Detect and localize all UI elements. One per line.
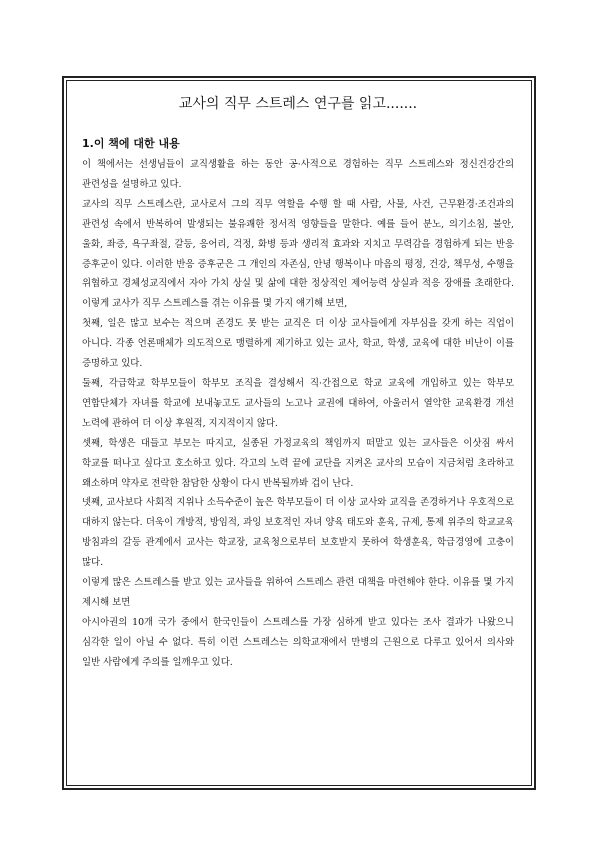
document-body	[82, 86, 514, 673]
paragraph-first-reason: 첫째, 일은 많고 보수는 적으며 존경도 못 받는 교직은 더 이상 교사들에게 자부심을 갖게 하는 직업이 아니다. 각종 언론매체가 의도적으로 맹렬하게 제기하고 있는 교사, 학교, 학생, 교육에 대한 비난이 이를 증명하고 있다.	[82, 318, 514, 370]
section-heading: 1.이 책에 대한 내용	[82, 137, 180, 150]
document-title: 교사의 직무 스트레스 연구를 읽고.......	[178, 96, 418, 112]
paragraph-third-reason: 셋째, 학생은 대들고 부모는 따지고, 실종된 가정교육의 책임까지 떠맡고 있는 교사들은 이삿짐 싸서 학교를 떠나고 싶다고 호소하고 있다. 각고의 노력 끝에 교단을 지켜온 교사의 모습이 지금처럼 초라하고 왜소하며 약자로 전락한 참담한 상황이 다시 반복될까봐 겁이 난다.	[82, 437, 514, 489]
paragraph-definition: 교사의 직무 스트레스란, 교사로서 그의 직무 역할을 수행 할 때 사람, 사물, 사건, 근무환경·조건과의 관련성 속에서 반복하여 발생되는 불유쾌한 정서적 영향들을 말한다. 예를 들어 분노, 의기소침, 불안, 울화, 좌증, 욕구좌절, 갈등, 응어리, 걱정, 화병 등과 생리적 효과와 지치고 무력감을 경험하게 되는 반응 증후군이 있다. 이러한 반응 증후군은 그 개인의 자존심, 안녕 행복이나 마음의 평정, 건강, 책무성, 수행을 위협하고 경체성교직에서 자아 가치 상실 및 삶에 대한 정상적인 제어능력 상실과 적응 장애를 초래한다. 이렇게 교사가 직무 스트레스를 겪는 이유를 몇 가지 얘기해 보면,	[82, 198, 514, 310]
paragraph-fourth-reason: 넷째, 교사보다 사회적 지위나 소득수준이 높은 학부모들이 더 이상 교사와 교직을 존경하거나 우호적으로 대하지 않는다. 더욱이 개방적, 방임적, 과잉 보호적인 자녀 양육 태도와 훈육, 규제, 통제 위주의 학교교육 방침과의 갈등 관계에서 교사는 학교장, 교육청으로부터 보호받지 못하여 학생훈육, 학급경영에 고충이 많다.	[82, 497, 514, 569]
paragraph-second-reason: 둘째, 각급학교 학부모들이 학부모 조직을 결성해서 직·간접으로 학교 교육에 개입하고 있는 학부모 연합단체가 자녀를 학교에 보내놓고도 교사들의 노고나 교권에 대하여, 아울러서 열악한 교육환경 개선 노력에 관하여 더 이상 후원적, 지지적이지 않다.	[82, 377, 514, 429]
paragraph-asia-survey: 아시아권의 10개 국가 중에서 한국인들이 스트레스를 가장 심하게 받고 있다는 조사 결과가 나왔으니 심각한 일이 아닐 수 없다. 특히 이런 스트레스는 의학교재에서 만병의 근원으로 다루고 있어서 의사와 일반 사람에게 주의를 일깨우고 있다.	[82, 616, 514, 668]
paragraph-intro: 이 책에서는 선생님들이 교직생활을 하는 동안 공·사적으로 경험하는 직무 스트레스와 정신건강간의 관련성을 설명하고 있다.	[82, 159, 514, 190]
paragraph-countermeasure: 이렇게 많은 스트레스를 받고 있는 교사들을 위하여 스트레스 관련 대책을 마련해야 한다. 이유를 몇 가지 제시해 보면	[82, 577, 514, 608]
